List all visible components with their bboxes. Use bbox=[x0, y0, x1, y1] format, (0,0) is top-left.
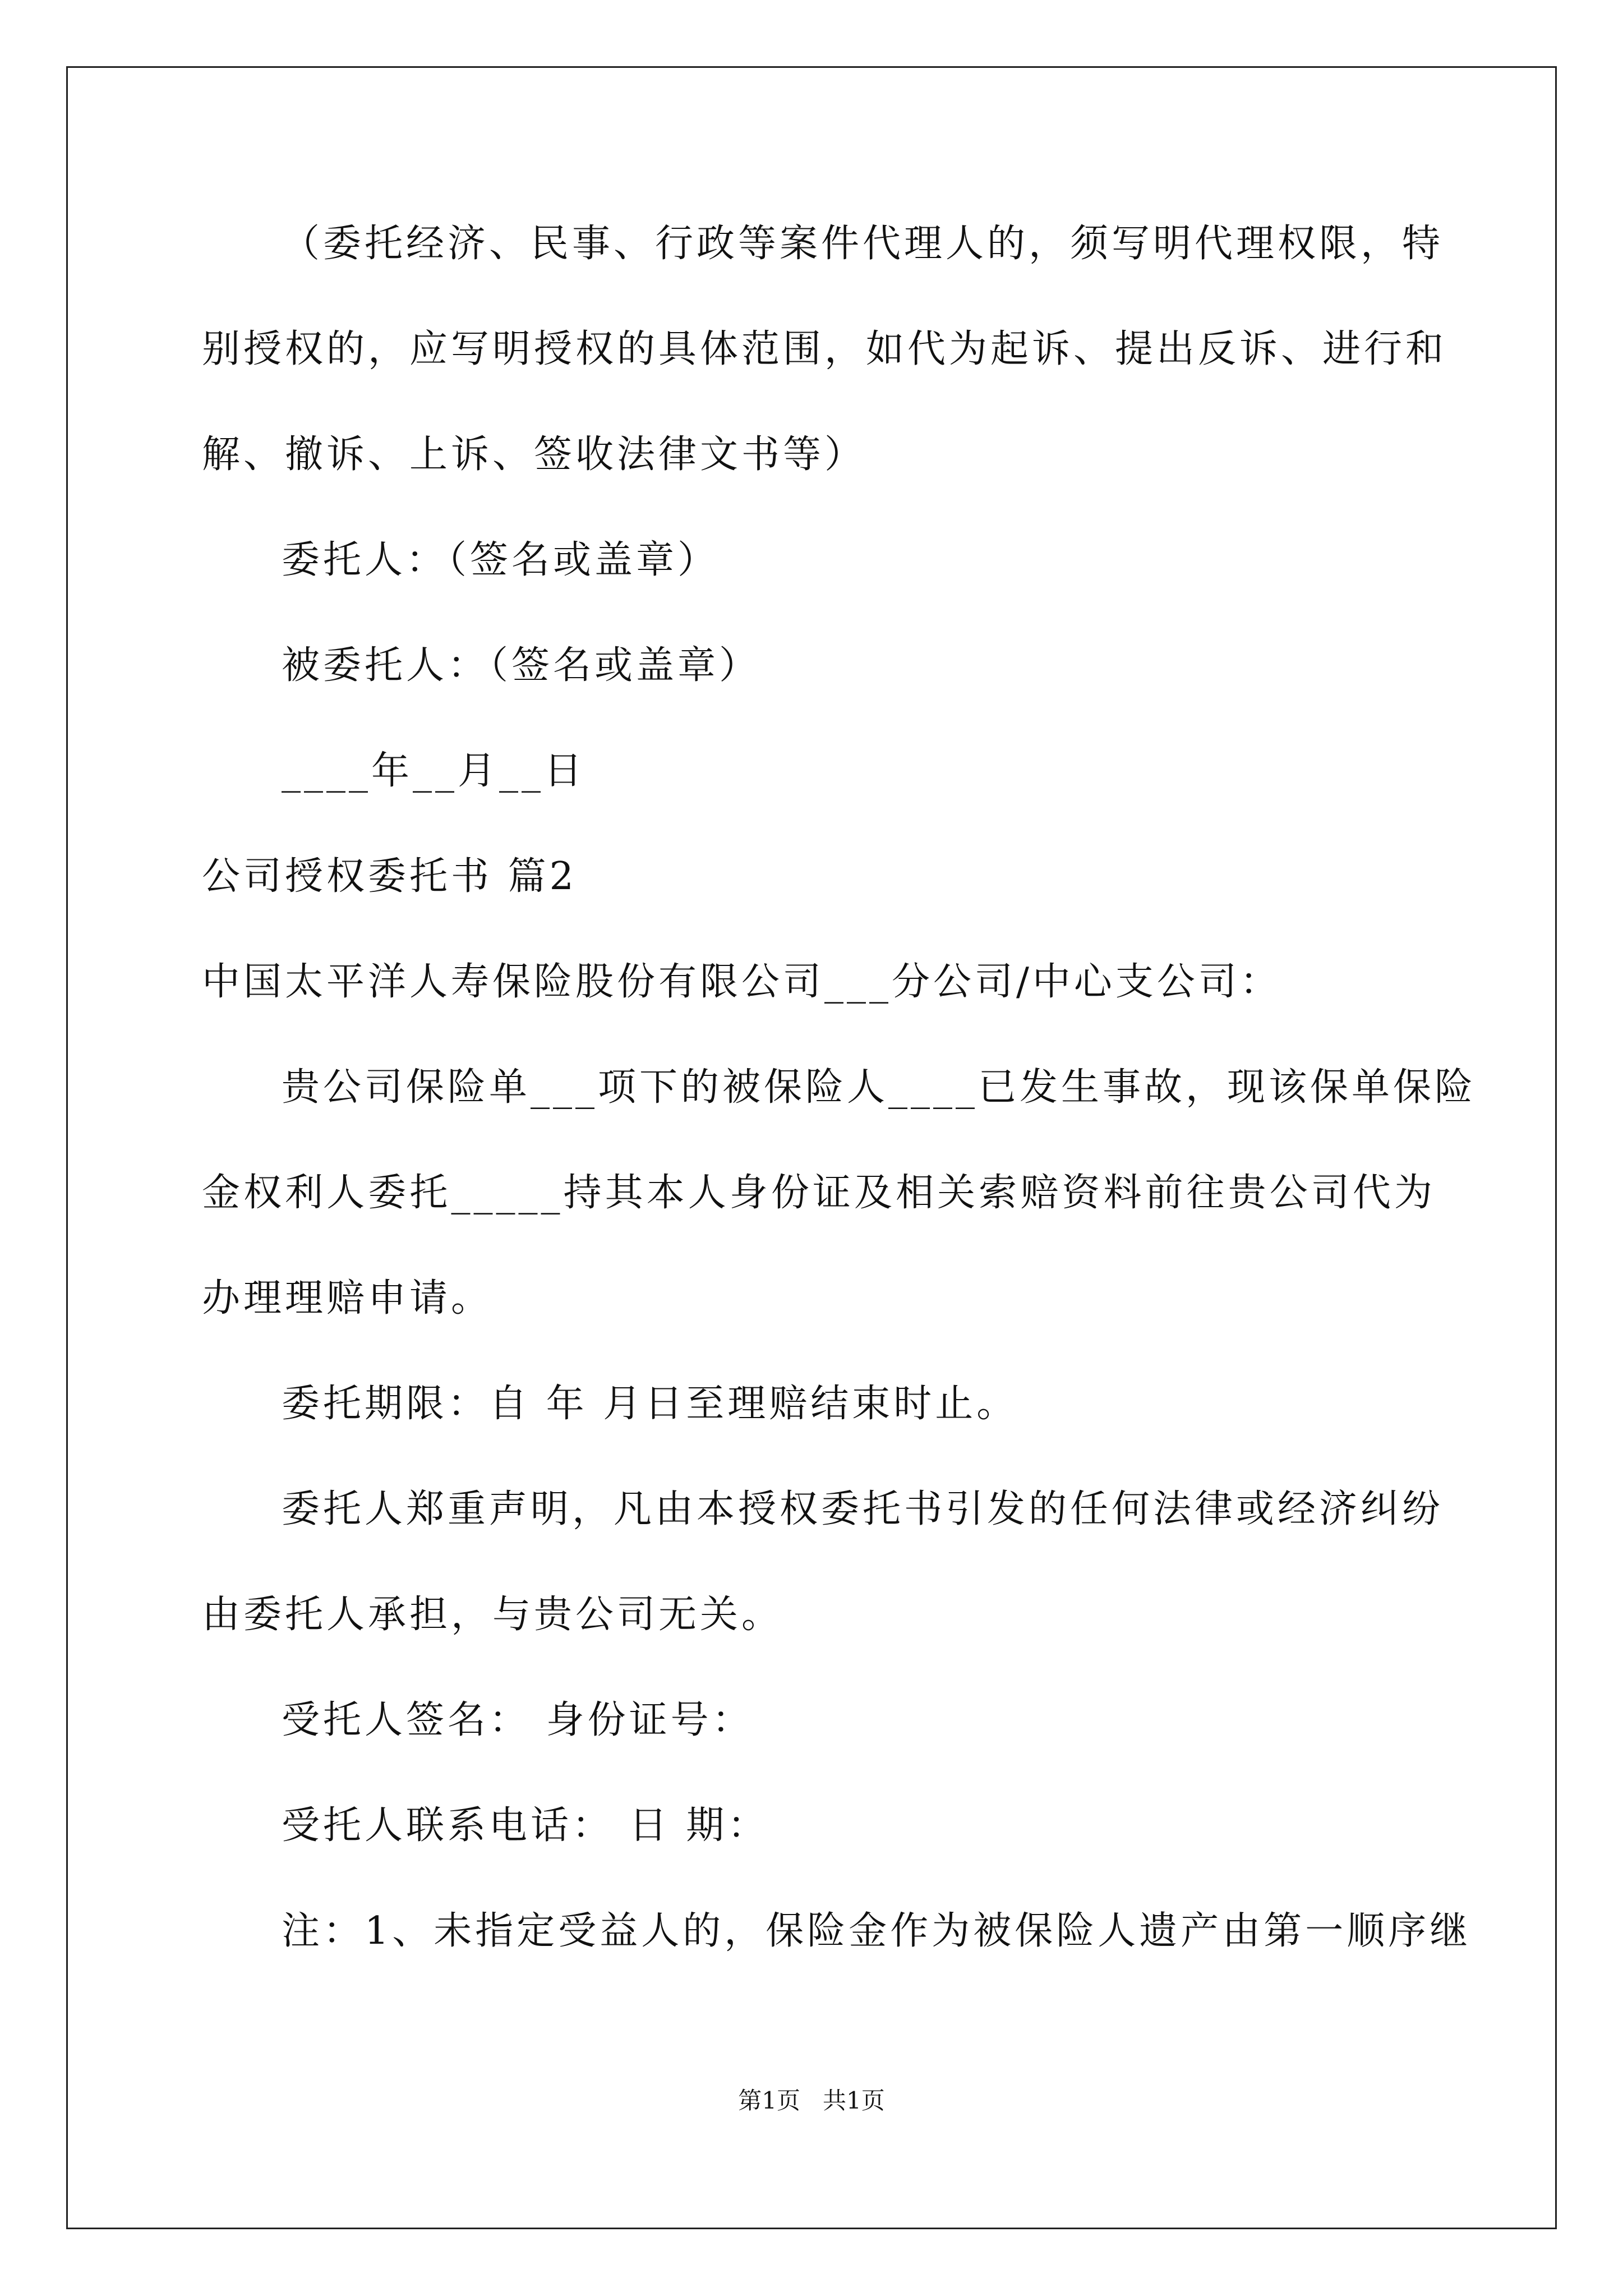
date-line: ____年__月__日 bbox=[282, 749, 586, 793]
paragraph-line-liability: 由委托人承担，与贵公司无关。 bbox=[202, 1593, 783, 1637]
section-heading: 公司授权委托书 篇2 bbox=[202, 854, 577, 899]
page-number-footer: 第1页 共1页 bbox=[738, 2087, 885, 2114]
paragraph-line-claim-application: 办理理赔申请。 bbox=[202, 1276, 493, 1320]
paragraph-line-authority-scope: （委托经济、民事、行政等案件代理人的，须写明代理权限，特 bbox=[282, 222, 1444, 266]
paragraph-line-special-authority: 别授权的，应写明授权的具体范围，如代为起诉、提出反诉、进行和 bbox=[202, 327, 1447, 371]
agent-signature-line: 被委托人：（签名或盖章） bbox=[282, 643, 761, 688]
agent-signature-id-line: 受托人签名： 身份证号： bbox=[282, 1698, 754, 1742]
entrustment-period-line: 委托期限：自 年 月日至理赔结束时止。 bbox=[282, 1382, 1018, 1426]
principal-signature-line: 委托人：（签名或盖章） bbox=[282, 538, 720, 582]
paragraph-line-litigation-acts: 解、撤诉、上诉、签收法律文书等） bbox=[202, 432, 866, 477]
paragraph-line-policy-incident: 贵公司保险单___项下的被保险人____已发生事故，现该保单保险 bbox=[282, 1065, 1477, 1110]
paragraph-line-declaration: 委托人郑重声明，凡由本授权委托书引发的任何法律或经济纠纷 bbox=[282, 1487, 1444, 1531]
paragraph-line-beneficiary-entrust: 金权利人委托_____持其本人身份证及相关索赔资料前往贵公司代为 bbox=[202, 1171, 1436, 1215]
page-frame bbox=[66, 66, 1557, 2229]
agent-phone-date-line: 受托人联系电话： 日 期： bbox=[282, 1803, 769, 1848]
note-line: 注：1、未指定受益人的，保险金作为被保险人遗产由第一顺序继 bbox=[282, 1909, 1472, 1953]
addressee-line: 中国太平洋人寿保险股份有限公司___分公司/中心支公司： bbox=[202, 960, 1281, 1004]
